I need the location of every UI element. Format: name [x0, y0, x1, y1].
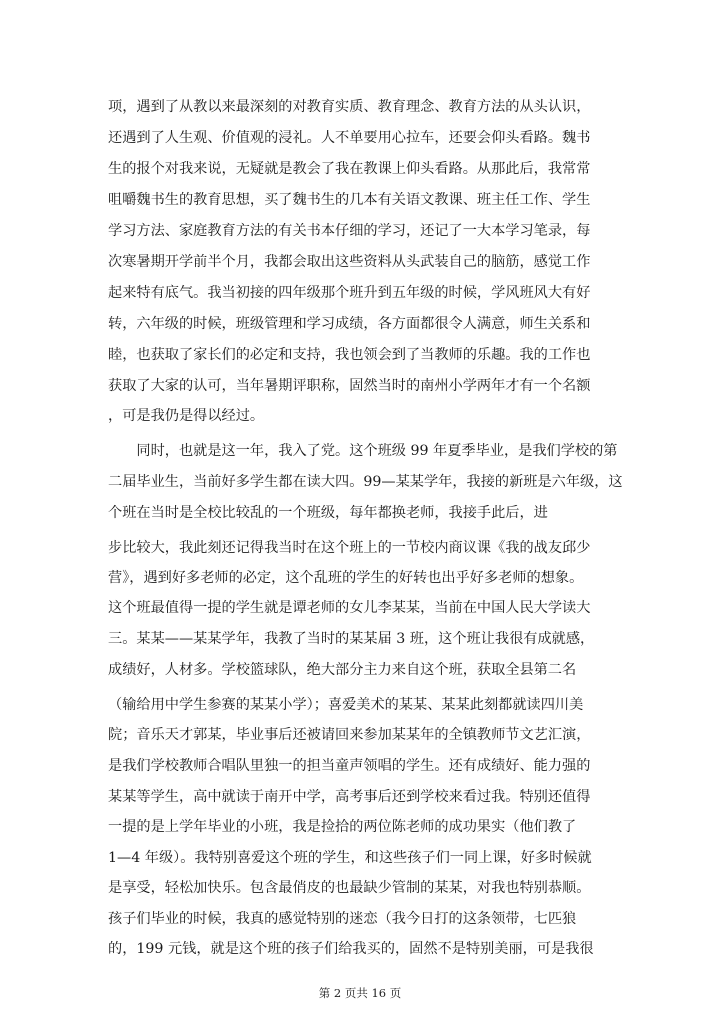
text-line: （输给用中学生参赛的某某小学）；喜爱美术的某某、某某此刻都就读四川美: [108, 697, 584, 713]
text-line: 某某等学生，高中就读于南开中学，高考事后还到学校来看过我。特别还值得: [108, 789, 591, 805]
text-line: 同时，也就是这一年，我入了党。这个班级 99 年夏季毕业，是我们学校的第: [108, 443, 618, 459]
text-line: 1—4 年级）。我特别喜爱这个班的学生，和这些孩子们一同上课，好多时候就: [108, 850, 592, 866]
text-line: ，可是我仍是得以经过。: [108, 408, 265, 424]
text-line: 步比较大，我此刻还记得我当时在这个班上的一节校内商议课《我的战友邱少: [108, 540, 591, 556]
text-line: 二届毕业生，当前好多学生都在读大四。99—某某学年，我接的新班是六年级，这: [108, 474, 623, 490]
text-line: 院；音乐天才郭某，毕业事后还被请回来参加某某年的全镇教师节文艺汇演，: [108, 727, 591, 743]
text-line: 睦，也获取了家长们的必定和支持，我也领会到了当教师的乐趣。我的工作也: [108, 347, 591, 363]
text-line: 咀嚼魏书生的教育思想，买了魏书生的几本有关语文教课、班主任工作、学生: [108, 192, 591, 208]
text-line: 三。某某——某某学年，我教了当时的某某届 3 班，这个班让我很有成就感，: [108, 631, 595, 647]
text-line: 学习方法、家庭教育方法的有关书本仔细的学习，还记了一大本学习笔录，每: [108, 223, 591, 239]
text-line: 个班在当时是全校比较乱的一个班级，每年都换老师，我接手此后，进: [108, 505, 548, 521]
text-line: 的，199 元钱，就是这个班的孩子们给我买的，固然不是特别美丽，可是我很: [108, 941, 594, 957]
text-line: 营》，遇到好多老师的必定，这个乱班的学生的好转也出乎好多老师的想象。: [108, 570, 584, 586]
text-line: 次寒暑期开学前半个月，我都会取出这些资料从头武装自己的脑筋，感觉工作: [108, 254, 591, 270]
text-line: 起来特有底气。我当初接的四年级那个班升到五年级的时候，学风班风大有好: [108, 285, 591, 301]
page-footer: 第 2 页共 16 页: [318, 986, 402, 1000]
text-line: 项，遇到了从教以来最深刻的对教育实质、教育理念、教育方法的从头认识，: [108, 99, 591, 115]
text-line: 孩子们毕业的时候，我真的感觉特别的迷恋（我今日打的这条领带，七匹狼: [108, 911, 577, 927]
text-line: 是我们学校教师合唱队里独一的担当童声领唱的学生。还有成绩好、能力强的: [108, 758, 591, 774]
text-line: 这个班最值得一提的学生就是谭老师的女儿李某某，当前在中国人民大学读大: [108, 600, 591, 616]
text-line: 还遇到了人生观、价值观的浸礼。人不单要用心拉车，还要会仰头看路。魏书: [108, 130, 591, 146]
text-line: 获取了大家的认可，当年暑期评职称，固然当时的南州小学两年才有一个名额: [108, 378, 591, 394]
text-line: 是享受，轻松加快乐。包含最俏皮的也最缺少管制的某某，对我也特别恭顺。: [108, 880, 591, 896]
text-line: 成绩好，人材多。学校篮球队，绝大部分主力来自这个班，获取全县第二名: [108, 662, 577, 678]
text-line: 生的报个对我来说，无疑就是教会了我在教课上仰头看路。从那此后，我常常: [108, 161, 591, 177]
text-line: 一提的是上学年毕业的小班，我是捡拾的两位陈老师的成功果实（他们教了: [108, 819, 577, 835]
text-line: 转，六年级的时候，班级管理和学习成绩，各方面都很令人满意，师生关系和: [108, 316, 591, 332]
